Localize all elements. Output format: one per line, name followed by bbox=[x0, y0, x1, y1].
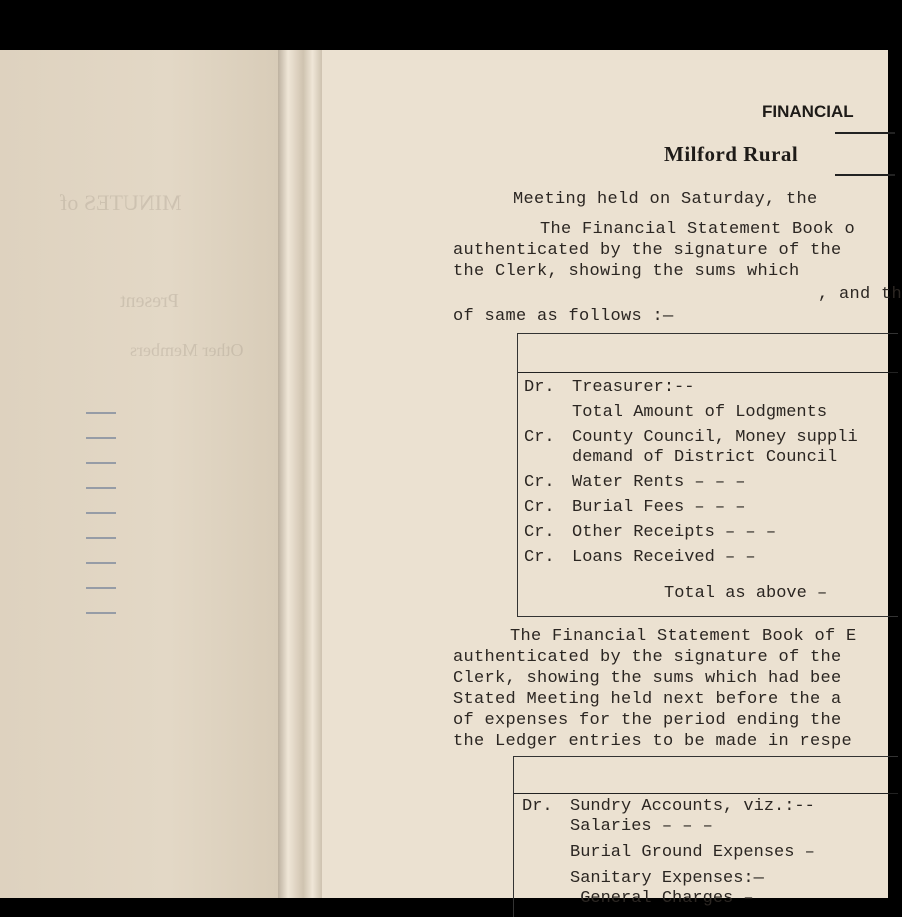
book-gutter bbox=[278, 50, 324, 898]
expenses-table bbox=[513, 756, 898, 917]
table-row: Cr. Other Receipts – – – bbox=[524, 523, 777, 542]
ghost-rule bbox=[86, 462, 116, 464]
table-row: Cr. County Council, Money suppli bbox=[524, 428, 858, 447]
section-heading: FINANCIAL bbox=[762, 102, 854, 121]
table-row: Total Amount of Lodgments bbox=[572, 403, 828, 422]
right-page bbox=[322, 50, 902, 908]
table-row: Cr. Burial Fees – – – bbox=[524, 498, 746, 517]
ghost-rule bbox=[86, 562, 116, 564]
intro-line: authenticated by the signature of the bbox=[453, 241, 842, 260]
subheading-rule bbox=[835, 174, 895, 176]
expenses-line: authenticated by the signature of the bbox=[453, 648, 842, 667]
table-row: demand of District Council bbox=[572, 448, 838, 467]
ghost-rule bbox=[86, 487, 116, 489]
heading-rule bbox=[835, 132, 895, 134]
top-black-band bbox=[0, 0, 888, 50]
expenses-line: Stated Meeting held next before the a bbox=[453, 690, 842, 709]
table-row: Cr. Loans Received – – bbox=[524, 548, 756, 567]
expenses-line: of expenses for the period ending the bbox=[453, 711, 842, 730]
intro-line: , and th bbox=[818, 285, 902, 304]
ghost-rule bbox=[86, 512, 116, 514]
table-row: Dr. Sundry Accounts, viz.:-- bbox=[522, 797, 815, 816]
ghost-text: Present bbox=[120, 290, 179, 312]
ghost-rule bbox=[86, 612, 116, 614]
table-header-rule bbox=[518, 372, 898, 373]
table-row: Burial Ground Expenses – bbox=[570, 843, 815, 862]
intro-line: the Clerk, showing the sums which bbox=[453, 262, 800, 281]
receipts-table bbox=[517, 333, 898, 617]
expenses-line: The Financial Statement Book of E bbox=[510, 627, 857, 646]
table-total-row: Total as above – bbox=[664, 584, 828, 603]
table-header-rule bbox=[514, 793, 898, 794]
expenses-line: the Ledger entries to be made in respe bbox=[453, 732, 853, 751]
intro-line: of same as follows :— bbox=[453, 307, 674, 326]
table-row: Dr. Treasurer:-- bbox=[524, 378, 695, 397]
left-page-bleedthrough bbox=[0, 50, 280, 898]
ghost-rule bbox=[86, 587, 116, 589]
intro-line: The Financial Statement Book o bbox=[540, 220, 856, 239]
ghost-text: Other Members bbox=[130, 340, 244, 360]
ghost-text: MINUTES of bbox=[60, 190, 182, 215]
ghost-rule bbox=[86, 412, 116, 414]
expenses-line: Clerk, showing the sums which had bee bbox=[453, 669, 842, 688]
table-row: Cr. Water Rents – – – bbox=[524, 473, 746, 492]
meeting-line: Meeting held on Saturday, the bbox=[513, 190, 818, 209]
table-row: Salaries – – – bbox=[570, 817, 713, 836]
ghost-rule bbox=[86, 537, 116, 539]
ghost-rule bbox=[86, 437, 116, 439]
table-row: Sanitary Expenses:— bbox=[570, 869, 764, 888]
council-title: Milford Rural bbox=[664, 142, 799, 166]
table-row: General Charges – bbox=[570, 889, 754, 908]
